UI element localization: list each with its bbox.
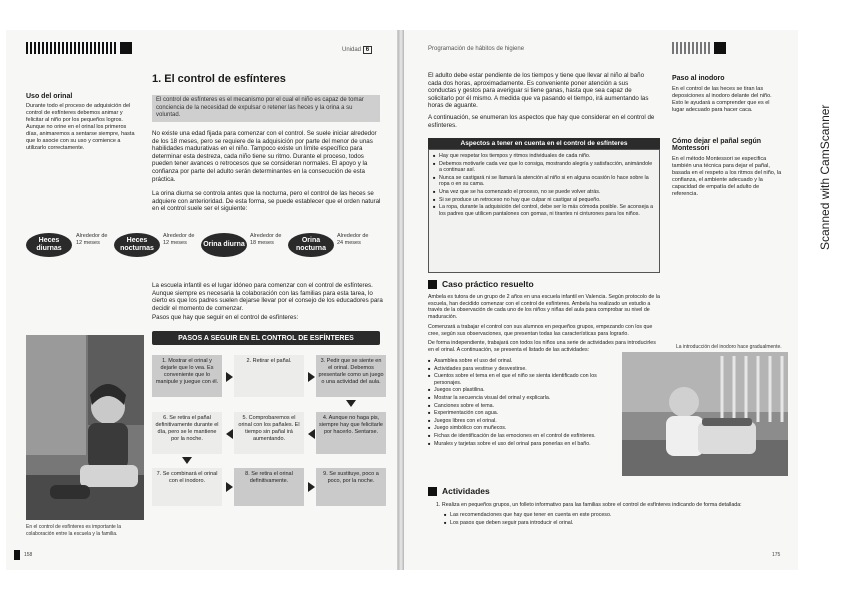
sequence-step: Orina diurna: [201, 233, 247, 257]
case-activity-item: ■ Murales y tarjetas sobre el uso del orinal para ponerlas en el baño.: [428, 441, 620, 448]
sidebar-title: Uso del orinal: [26, 93, 73, 100]
case-activity-item: ■ Experimentación con agua.: [428, 410, 620, 417]
photo-caption: En el control de esfínteres es importante la colaboración entre la escuela y la familia.: [26, 524, 122, 537]
decorative-block: [714, 42, 726, 54]
right-page: [404, 30, 798, 570]
aspect-item: ■ Si se produce un retroceso no hay que culpar ni castigar al pequeño.: [433, 197, 655, 204]
arrow-right-icon: [226, 372, 233, 382]
arrow-down-icon: [182, 457, 192, 464]
case-activity-item: ■ Cuentos sobre el tema en el que el niño se sienta identificado con los personajes.: [428, 373, 620, 386]
paragraph-1: No existe una edad fijada para comenzar con el control. Se suele iniciar alrededor de los 18 meses, pero se requiere de la adquisición por parte del menor de unas habilidades madurativas en el niño. Tampoco existe un límite específico para determinar esta destreza, cada niño tiene su ritmo. Durante el proceso, todos pueden tener avances o retrocesos que se consideran normales. El apoyo y la confianza por parte del adulto serán determinantes en la consecución de esta práctica.: [152, 130, 377, 183]
case-activity-item: ■ Asamblea sobre el uso del orinal.: [428, 358, 620, 365]
steps-banner: PASOS A SEGUIR EN EL CONTROL DE ESFÍNTERES: [152, 331, 380, 345]
sidebar-text: En el control de las heces se tiran las deposiciones al inodoro delante del niño. Esto le ayudará a comprender que es el lugar adecuado para hacer caca.: [672, 86, 772, 113]
sequence-caption: Alrededor de 24 meses: [337, 233, 369, 246]
arrow-right-icon: [226, 482, 233, 492]
sidebar-text: Durante todo el proceso de adquisición del control de esfínteres debemos animar y felicitar al niño por los pequeños logros. Aunque no orine en el orinal los primeros días, animaremos a sentarse siempre, hasta que lo asocie con su uso y comience a utilizarlo correctamente.: [26, 103, 135, 151]
paragraph-1: El adulto debe estar pendiente de los tiempos y tiene que llevar al niño al baño cada dos horas, aproximadamente. Es conveniente poner atención a sus conductas y gestos para averiguar si tiene ganas, hasta que sea capaz de solicitarlo por él mismo. A medida que va pasando el tiempo, irá aumentando las horas de aguante.: [428, 72, 649, 110]
process-step: 2. Retirar el pañal.: [234, 355, 304, 397]
sequence-caption: Alrededor de 18 meses: [250, 233, 282, 246]
process-step: 6. Se retira el pañal definitivamente durante el día, pero se le mantiene por la noche.: [152, 412, 222, 454]
sidebar-title: Cómo dejar el pañal según Montessori: [672, 138, 762, 152]
sidebar-text: En el método Montessori se especifica también una técnica para dejar el pañal, basada en el respeto a los ritmos del niño, la confianza, el ambiente adecuado y la capacidad de empatía del adulto de referencia.: [672, 156, 782, 197]
case-activities-list: [428, 358, 620, 448]
unit-number: 6: [363, 46, 372, 54]
process-step: 3. Pedir que se siente en el orinal. Debemos presentarle como un juego o una actividad del aula.: [316, 355, 386, 397]
scanner-watermark: Scanned with CamScanner: [818, 104, 832, 250]
case-title: [428, 279, 534, 289]
case-activity-item: ■ Juegos con plastilina.: [428, 387, 620, 394]
unit-label: Unidad: [342, 47, 362, 53]
case-paragraph-2: Comenzará a trabajar el control con sus alumnos en pequeños grupos, empezando con los que cree, según sus observaciones, que presentan todas las características para lograrlo.: [428, 324, 653, 337]
aspect-item: ■ La ropa, durante la adquisición del control, debe ser lo más cómoda posible. Se aconseja a los padres que utilicen pantalones con gomas, ni tirantes ni cinturones para los niños.: [433, 204, 655, 217]
unit-header: [342, 46, 372, 54]
sequence-step: Heces nocturnas: [114, 233, 160, 257]
activities-title: [428, 486, 490, 496]
arrow-right-icon: [308, 482, 315, 492]
open-book: [6, 30, 798, 570]
sequence-step: Orina nocturna: [288, 233, 334, 257]
process-step: 9. Se sustituye, poco a poco, por la noche.: [316, 468, 386, 506]
paragraph-2: La orina diurna se controla antes que la nocturna, pero el control de las heces se adquiere con anterioridad. De esta forma, se puede establecer que el orden natural en el control suele ser el siguiente:: [152, 190, 381, 213]
toddler-with-potty-image: [622, 352, 788, 476]
child-photo: [26, 335, 144, 520]
case-paragraph-1: Ambela es tutora de un grupo de 2 años en una escuela infantil en Valencia. Según protocolo de la escuela, han decidido comenzar con el control de esfínteres. Ambela ha realizado un estudio a través de la observación de cada uno de los niños y niñas del aula para comprobar su nivel de maduración.: [428, 294, 660, 320]
arrow-left-icon: [308, 429, 315, 439]
decorative-block: [120, 42, 132, 54]
process-step: 7. Se combinará el orinal con el inodoro.: [152, 468, 222, 506]
square-icon: [428, 487, 437, 496]
activity-item: ■ Los pasos que deben seguir para introducir el orinal.: [444, 520, 774, 527]
case-paragraph-3: De forma independiente, trabajará con todos los niños una serie de actividades para introducirles en el orinal. A continuación, se presenta el listado de las actividades:: [428, 340, 656, 353]
process-step: 5. Comprobaremos el orinal con los pañales. El tiempo sin pañal irá aumentando.: [234, 412, 304, 454]
case-activity-item: ■ Juegos libres con el orinal.: [428, 418, 620, 425]
intro-box: El control de esfínteres es el mecanismo por el cual el niño es capaz de tomar conciencia de la necesidad de expulsar o retener las heces y la orina a su voluntad.: [152, 95, 380, 122]
sequence-caption: Alrededor de 12 meses: [163, 233, 195, 246]
section-title: 1. El control de esfínteres: [152, 73, 286, 85]
sidebar-title: Paso al inodoro: [672, 75, 725, 82]
decorative-bars: [26, 42, 118, 54]
case-activity-item: ■ Juego simbólico con muñecos.: [428, 425, 620, 432]
toddler-photo: [622, 352, 788, 476]
sequence-caption: Alrededor de 12 meses: [76, 233, 108, 246]
paragraph-2: A continuación, se enumeran los aspectos que hay que considerar en el control de esfínteres.: [428, 114, 655, 129]
decorative-bars: [672, 42, 712, 54]
process-step: 8. Se retira el orinal definitivamente.: [234, 468, 304, 506]
photo-caption: La introducción del inodoro hace gradualmente.: [676, 344, 782, 350]
page-number: 158: [24, 552, 33, 558]
activities-list: [444, 512, 774, 527]
process-step: 4. Aunque no haga pis, siempre hay que felicitarle por hacerlo. Sentarse.: [316, 412, 386, 454]
case-title-text: Caso práctico resuelto: [442, 279, 534, 289]
arrow-right-icon: [308, 372, 315, 382]
activities-intro: 1. Realiza en pequeños grupos, un folleto informativo para las familias sobre el control de esfínteres indicando de forma detallada:: [436, 502, 742, 508]
activity-item: ■ Las recomendaciones que hay que tener en cuenta en este proceso.: [444, 512, 774, 519]
aspects-list: [428, 149, 660, 273]
square-icon: [428, 280, 437, 289]
aspect-item: ■ Nunca se castigará ni se llamará la atención al niño si en alguna ocasión lo hace sobre la ropa o en su cama.: [433, 175, 655, 188]
arrow-down-icon: [346, 400, 356, 407]
aspect-item: ■ Hay que respetar los tiempos y ritmos individuales de cada niño.: [433, 153, 655, 160]
footer-block: [14, 550, 20, 560]
aspects-title: Aspectos a tener en cuenta en el control de esfínteres: [428, 138, 660, 149]
activities-title-text: Actividades: [442, 486, 490, 496]
process-step: 1. Mostrar el orinal y dejarle que lo vea. Es conveniente que lo manipule y juegue con él.: [152, 355, 222, 397]
case-activity-item: ■ Fichas de identificación de las emociones en el control de esfínteres.: [428, 433, 620, 440]
case-activity-item: ■ Canciones sobre el tema.: [428, 403, 620, 410]
paragraph-3: La escuela infantil es el lugar idóneo para comenzar con el control de esfínteres. Aunque siempre es necesaria la colaboración con las familias para esta tarea, lo cierto es que los padres suelen dejarse llevar por el consejo de los educadores para decidir el momento de comenzar.: [152, 282, 383, 312]
paragraph-4: Pasos que hay que seguir en el control de esfínteres:: [152, 314, 299, 321]
case-activity-item: ■ Actividades para vestirse y desvestirse.: [428, 366, 620, 373]
child-on-potty-image: [26, 335, 144, 520]
left-page: [6, 30, 398, 570]
page-number: 175: [772, 552, 781, 558]
aspect-item: ■ Debemos motivarle cada vez que lo consiga, mostrando alegría y satisfacción, animándole a continuar así.: [433, 161, 655, 174]
case-activity-item: ■ Mostrar la secuencia visual del orinal y explicarla.: [428, 395, 620, 402]
sequence-step: Heces diurnas: [26, 233, 72, 257]
aspect-item: ■ Una vez que se ha comenzado el proceso, no se puede volver atrás.: [433, 189, 655, 196]
chapter-header: Programación de hábitos de higiene: [428, 46, 525, 52]
arrow-left-icon: [226, 429, 233, 439]
